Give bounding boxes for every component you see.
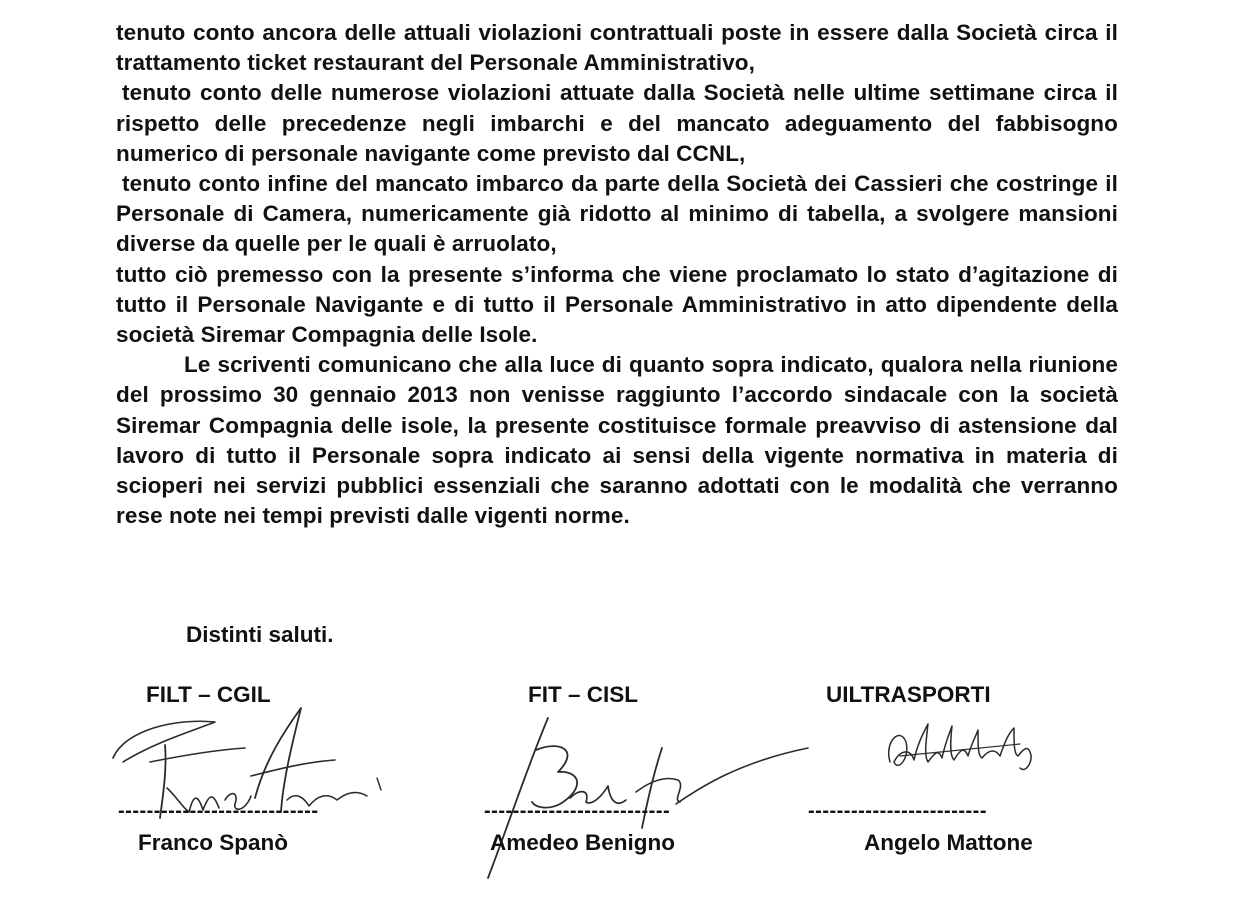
signature-angelo-mattone (880, 712, 1040, 782)
closing-greeting: Distinti saluti. (186, 622, 334, 647)
paragraph-ticket-violations: tenuto conto ancora delle attuali violazioni contrattuali poste in essere dalla Società circa il trattamento ticket restaurant del Personale Amministrativo, (116, 20, 1118, 76)
org-fit-cisl: FIT – CISL (528, 682, 639, 707)
signer-amedeo-benigno: Amedeo Benigno (490, 830, 676, 855)
paragraph-cashiers: tenuto conto infine del mancato imbarco da parte della Società dei Cassieri che costringe il Personale di Camera, numericamente già ridotto al minimo di tabella, a svolgere mansioni diverse da quelle per le quali è arruolato, (116, 171, 1118, 257)
org-filt-cgil: FILT – CGIL (146, 682, 271, 707)
signer-angelo-mattone: Angelo Mattone (864, 830, 1033, 855)
letter-body (116, 18, 1118, 531)
signature-line-uiltrasporti: ------------------------- (808, 800, 988, 822)
signer-franco-spano: Franco Spanò (138, 830, 289, 855)
signature-line-filt-cgil: ---------------------------- (118, 800, 319, 822)
paragraph-strike-notice: Le scriventi comunicano che alla luce di quanto sopra indicato, qualora nella riunione del prossimo 30 gennaio 2013 non venisse raggiunto l’accordo sindacale con la società Siremar Compagnia delle isole, la presente costituisce formale preavviso di astensione dal lavoro di tutto il Personale sopra indicato ai sensi della vigente normativa in materia di scioperi nei servizi pubblici essenziali che saranno adottati con le modalità che verranno rese note nei tempi previsti dalle vigenti norme. (116, 352, 1118, 529)
signature-line-fit-cisl: -------------------------- (484, 800, 671, 822)
signature-amedeo-benigno (440, 710, 820, 885)
paragraph-boarding-violations: tenuto conto delle numerose violazioni attuate dalla Società nelle ultime settimane circa il rispetto delle precedenze negli imbarchi e del mancato adeguamento del fabbisogno numerico di personale navigante come previsto dal CCNL, (116, 80, 1118, 166)
paragraph-agitation-proclamation: tutto ciò premesso con la presente s’informa che viene proclamato lo stato d’agitazione di tutto il Personale Navigante e di tutto il Personale Amministrativo in atto dipendente della società Siremar Compagnia delle Isole. (116, 261, 1118, 348)
org-uiltrasporti: UILTRASPORTI (826, 682, 991, 707)
